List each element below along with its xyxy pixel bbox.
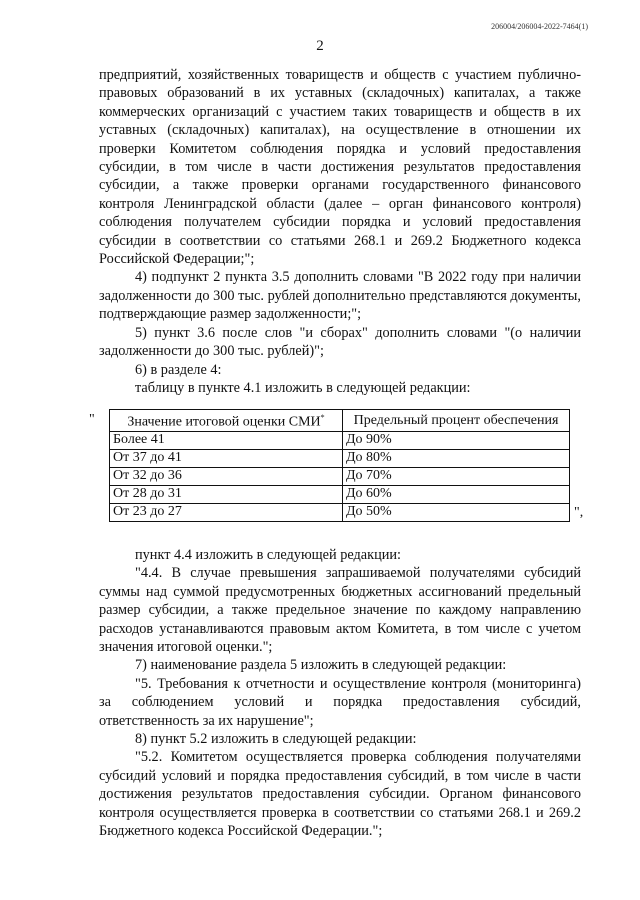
table-cell: От 28 до 31	[110, 485, 343, 503]
document-body	[89, 66, 584, 840]
paragraph-item-7: 7) наименование раздела 5 изложить в следующей редакции:	[135, 657, 507, 674]
table-cell: От 23 до 27	[110, 503, 343, 521]
table-cell: До 60%	[343, 485, 570, 503]
paragraph-4-4-text: "4.4. В случае превышения запрашиваемой получателями субсидий суммы над суммой предусмотренных бюджетных ассигнований предельный размер субсидии, а также предельное значение по каждому направлению расходов устанавливаются правовым актом Комитета, в том числе с учетом значения итоговой оценки.";	[99, 565, 581, 655]
table-cell: От 37 до 41	[110, 449, 343, 467]
document-code: 206004/206004-2022-7464(1)	[491, 22, 588, 31]
paragraph-item-8: 8) пункт 5.2 изложить в следующей редакции:	[135, 731, 417, 748]
criteria-table	[109, 409, 570, 522]
table-row	[110, 449, 570, 467]
paragraph-continuation: предприятий, хозяйственных товариществ и обществ с участием публично-правовых образований в их уставных (складочных) капиталах, а также коммерческих организаций с участием таких товариществ и обществ в их уставных (складочных) капиталах), на осуществление в отношении их проверки Комитетом соблюдения порядка и условий предоставления субсидии, в том числе в части достижения результатов предоставления субсидии, а также проверки органами государственного финансового контроля Ленинградской области (далее – орган финансового контроля) соблюдения получателем субсидии порядка и условий предоставления субсидии в соответствии со статьями 268.1 и 269.2 Бюджетного кодекса Российской Федерации;";	[99, 67, 581, 268]
table-row	[110, 431, 570, 449]
table-cell: До 50%	[343, 503, 570, 521]
paragraph-item-6: 6) в разделе 4:	[135, 361, 222, 378]
paragraph-table-intro: таблицу в пункте 4.1 изложить в следующей редакции:	[135, 379, 471, 396]
page-number: 2	[316, 38, 324, 54]
table-close-quote: ",	[574, 504, 584, 520]
table-cell: До 90%	[343, 431, 570, 449]
table-row	[110, 467, 570, 485]
footnote-mark: *	[320, 413, 325, 423]
paragraph-5-2-text: "5.2. Комитетом осуществляется проверка соблюдения получателями субсидий условий и порядка предоставления субсидий, в том числе в части достижения результатов предоставления субсидии. Органом финансового контроля осуществляется проверка в соответствии со статьями 268.1 и 269.2 Бюджетного кодекса Российской Федерации.";	[99, 749, 581, 840]
table-cell: До 70%	[343, 467, 570, 485]
table-cell: Более 41	[110, 431, 343, 449]
paragraph-item-5: 5) пункт 3.6 после слов "и сборах" дополнить словами "(о наличии задолженности до 300 тыс. рублей)";	[99, 324, 581, 360]
table-header-cell: Значение итоговой оценки СМИ*	[110, 410, 343, 432]
criteria-table-block	[89, 409, 584, 522]
table-row	[110, 503, 570, 521]
table-cell: От 32 до 36	[110, 467, 343, 485]
table-header-cell: Предельный процент обеспечения	[343, 410, 570, 432]
paragraph-item-4: 4) подпункт 2 пункта 3.5 дополнить словами "В 2022 году при наличии задолженности до 300 тыс. рублей дополнительно представляются документы, подтверждающие размер задолженности;";	[99, 269, 581, 323]
paragraph-section-5-title: "5. Требования к отчетности и осуществление контроля (мониторинга) за соблюдением условий и порядка предоставления субсидий, ответственность за их нарушение";	[99, 675, 581, 729]
paragraph-4-4-intro: пункт 4.4 изложить в следующей редакции:	[135, 546, 402, 563]
table-cell: До 80%	[343, 449, 570, 467]
table-open-quote: "	[89, 412, 95, 428]
table-row	[110, 485, 570, 503]
table-header-row	[110, 410, 570, 432]
